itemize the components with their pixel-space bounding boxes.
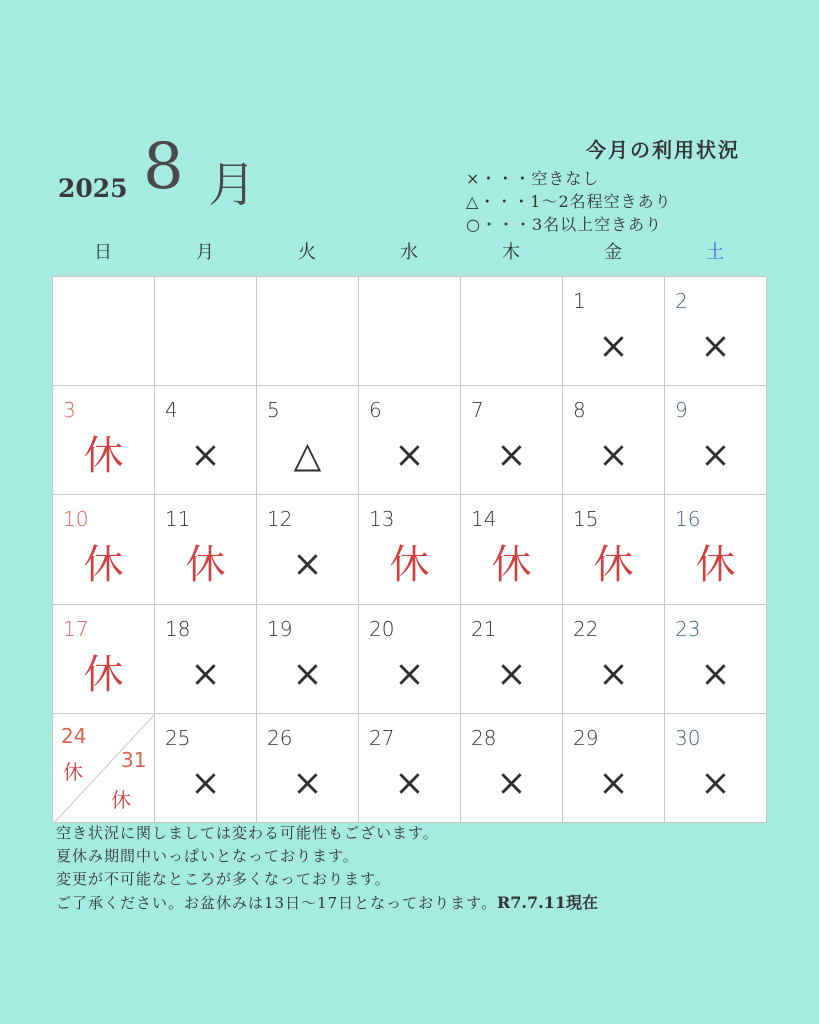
weekday-sat: 土 xyxy=(706,242,724,263)
day-number: 29 xyxy=(573,725,599,750)
day-number: 28 xyxy=(471,725,497,750)
weekday-fri: 金 xyxy=(604,242,622,263)
cross-mark: × xyxy=(190,435,221,477)
weekday-thu: 木 xyxy=(502,242,520,263)
weekday-sun: 日 xyxy=(94,242,112,263)
day-number: 3 xyxy=(63,398,76,423)
day-number: 6 xyxy=(369,398,382,423)
calendar-day xyxy=(563,495,665,604)
cross-mark: × xyxy=(598,435,629,477)
cross-mark: × xyxy=(190,762,221,804)
legend-row-many: ○・・・3名以上空きあり xyxy=(466,215,663,234)
month-number: 8 xyxy=(143,130,184,204)
cross-mark: × xyxy=(598,326,629,367)
calendar-day xyxy=(257,386,359,495)
cross-mark: × xyxy=(394,435,425,477)
note-line: 夏休み期間中いっぱいとなっております。 xyxy=(56,847,359,865)
note-line xyxy=(56,891,776,915)
as-of-date: R7.7.11現在 xyxy=(496,893,598,912)
calendar-day xyxy=(563,277,665,386)
cross-mark: × xyxy=(292,544,323,586)
calendar-day xyxy=(155,605,257,714)
calendar-grid xyxy=(52,276,766,822)
calendar-day xyxy=(257,495,359,604)
holiday-mark: 休 xyxy=(83,651,124,698)
day-number: 13 xyxy=(369,507,395,532)
holiday-mark: 休 xyxy=(63,759,83,784)
weekday-wed: 水 xyxy=(400,242,418,263)
note-line: 空き状況に関しましては変わる可能性もございます。 xyxy=(56,824,439,842)
day-number: 23 xyxy=(675,616,701,641)
day-number: 8 xyxy=(573,398,586,423)
calendar-day xyxy=(359,605,461,714)
legend-row-none: ×・・・空きなし xyxy=(466,169,600,188)
cross-mark: × xyxy=(496,762,527,804)
day-number: 2 xyxy=(675,289,688,313)
calendar-empty-cell xyxy=(257,277,359,386)
calendar-day xyxy=(53,605,155,714)
holiday-mark: 休 xyxy=(389,542,430,589)
calendar-day xyxy=(665,277,767,386)
cross-mark: × xyxy=(292,762,323,804)
day-number: 25 xyxy=(165,725,191,750)
day-number: 19 xyxy=(267,616,293,641)
cross-mark: × xyxy=(598,762,629,804)
day-number: 9 xyxy=(675,398,688,423)
calendar-day xyxy=(359,386,461,495)
day-number: 18 xyxy=(165,616,191,641)
triangle-mark: △ xyxy=(293,435,322,477)
notes xyxy=(56,822,776,915)
holiday-mark: 休 xyxy=(695,542,736,589)
month-kanji: 月 xyxy=(208,157,257,213)
weekday-mon: 月 xyxy=(196,242,214,263)
cross-mark: × xyxy=(700,762,731,804)
cross-mark: × xyxy=(496,435,527,477)
day-number: 4 xyxy=(165,398,178,423)
calendar-day xyxy=(257,605,359,714)
calendar-day xyxy=(665,386,767,495)
calendar-day xyxy=(155,495,257,604)
cross-mark: × xyxy=(700,326,731,367)
holiday-mark: 休 xyxy=(185,542,226,589)
holiday-mark: 休 xyxy=(83,542,124,589)
cross-mark: × xyxy=(394,653,425,695)
year: 2025 xyxy=(58,174,128,203)
day-number: 5 xyxy=(267,398,280,423)
day-number: 31 xyxy=(121,747,147,772)
calendar-empty-cell xyxy=(155,277,257,386)
calendar-day xyxy=(359,495,461,604)
day-number: 16 xyxy=(675,507,701,532)
day-number: 14 xyxy=(471,507,497,532)
calendar-empty-cell xyxy=(53,277,155,386)
calendar-day xyxy=(257,714,359,823)
calendar-day xyxy=(359,714,461,823)
calendar-day xyxy=(665,605,767,714)
day-number: 21 xyxy=(471,616,497,641)
day-number: 12 xyxy=(267,507,293,532)
cross-mark: × xyxy=(700,653,731,695)
day-number: 27 xyxy=(369,725,395,750)
calendar-day xyxy=(563,386,665,495)
calendar-empty-cell xyxy=(461,277,563,386)
day-number: 26 xyxy=(267,725,293,750)
legend-row-few: △・・・1～2名程空きあり xyxy=(466,192,672,211)
calendar-day xyxy=(665,495,767,604)
note-text: ご了承ください。お盆休みは13日～17日となっております。 xyxy=(56,894,497,912)
day-number: 17 xyxy=(63,616,89,641)
day-number: 20 xyxy=(369,616,395,641)
calendar-empty-cell xyxy=(359,277,461,386)
holiday-mark: 休 xyxy=(593,542,634,589)
note-line: 変更が不可能なところが多くなっております。 xyxy=(56,870,391,888)
calendar-day xyxy=(563,605,665,714)
calendar-day xyxy=(461,386,563,495)
cross-mark: × xyxy=(598,653,629,695)
weekday-tue: 火 xyxy=(298,242,316,263)
calendar-day xyxy=(461,714,563,823)
day-number: 1 xyxy=(573,289,586,313)
calendar-day xyxy=(155,386,257,495)
cross-mark: × xyxy=(496,653,527,695)
calendar-day xyxy=(53,495,155,604)
day-number: 30 xyxy=(675,725,701,750)
weekday-header xyxy=(52,238,766,264)
calendar-day xyxy=(461,605,563,714)
holiday-mark: 休 xyxy=(83,433,124,480)
day-number: 11 xyxy=(165,507,191,532)
day-number: 22 xyxy=(573,616,599,641)
day-number: 15 xyxy=(573,507,599,532)
cross-mark: × xyxy=(700,435,731,477)
day-number: 10 xyxy=(63,507,89,532)
cross-mark: × xyxy=(190,653,221,695)
cross-mark: × xyxy=(394,762,425,804)
legend xyxy=(466,134,766,236)
calendar-day-split xyxy=(53,714,155,823)
holiday-mark: 休 xyxy=(491,542,532,589)
day-number: 7 xyxy=(471,398,484,423)
calendar-day xyxy=(461,495,563,604)
legend-title: 今月の利用状況 xyxy=(586,138,740,162)
calendar-day xyxy=(155,714,257,823)
holiday-mark: 休 xyxy=(111,787,131,812)
cross-mark: × xyxy=(292,653,323,695)
calendar-day xyxy=(563,714,665,823)
calendar-day xyxy=(665,714,767,823)
day-number: 24 xyxy=(61,723,87,748)
calendar-day xyxy=(53,386,155,495)
